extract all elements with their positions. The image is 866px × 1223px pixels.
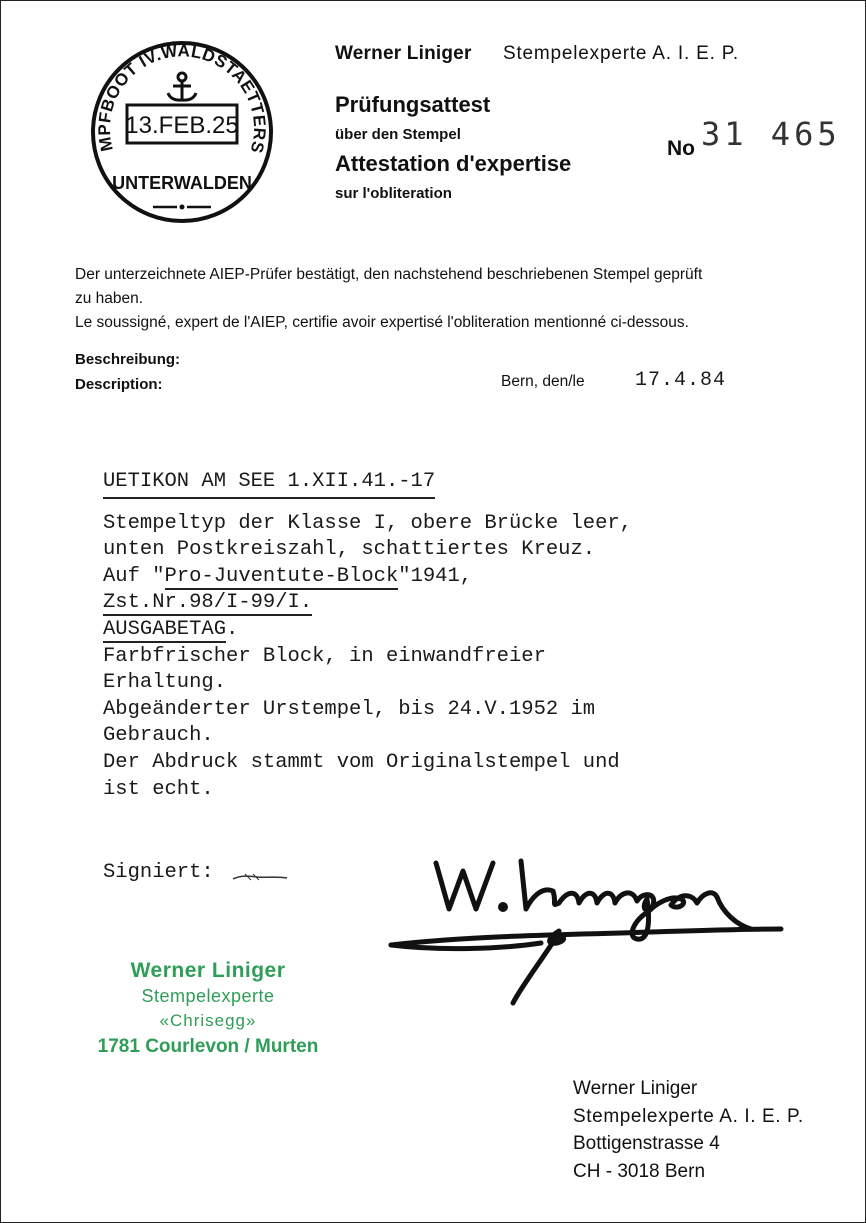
handwritten-signature [381,841,801,1021]
green-stamp-house: «Chrisegg» [159,1011,257,1030]
postmark-date: 13.FEB.25 [125,112,239,139]
green-stamp-place: 1781 Courlevon / Murten [97,1036,319,1057]
intro-text [75,263,835,335]
description-line [103,617,803,644]
anchor-icon [168,73,196,100]
expert-role: Stempelexperte A. I. E. P. [503,43,739,64]
line3-suffix: "1941, [398,564,473,588]
certificate-number: 31 465 [701,115,841,153]
postmark-ornament [153,205,211,210]
small-signature-mark [231,867,291,885]
green-stamp-role: Stempelexperte [141,986,275,1006]
description-label-french: Description: [75,376,163,393]
description-line: Erhaltung. [103,671,227,695]
subtitle-german: über den Stempel [335,126,461,143]
certificate-number-label: No [667,137,695,160]
expert-name: Werner Liniger [335,43,472,64]
description-line: Abgeänderter Urstempel, bis 24.V.1952 im [103,697,596,721]
address-street: Bottigenstrasse 4 [573,1133,720,1154]
green-address-stamp [93,959,323,1058]
title-german: Prüfungsattest [335,92,491,117]
date-label: Bern, den/le [501,373,585,390]
catalogue-number: Zst.Nr.98/I-99/I. [103,591,313,615]
intro-german-line1: Der unterzeichnete AIEP-Prüfer bestätigt, den nachstehend beschriebenen Stempel geprüft [75,266,703,283]
description-line [103,590,803,617]
description-label-german: Beschreibung: [75,351,181,368]
signed-label: Signiert: [103,861,214,884]
postmark-graphic [87,37,277,227]
description-line: Gebrauch. [103,724,214,748]
description-line: Farbfrischer Block, in einwandfreier [103,644,546,668]
address-role: Stempelexperte A. I. E. P. [573,1105,804,1127]
green-stamp-name: Werner Liniger [130,959,286,982]
address-name: Werner Liniger [573,1078,698,1099]
line5-suffix: . [226,617,239,641]
description-line: Stempeltyp der Klasse I, obere Brücke leer, [103,511,632,535]
line5-underlined: AUSGABETAG [103,617,227,641]
typed-description [103,469,803,803]
description-heading: UETIKON AM SEE 1.XII.41.-17 [103,469,435,499]
subtitle-french: sur l'obliteration [335,185,452,202]
description-line: ist echt. [103,777,214,801]
title-french: Attestation d'expertise [335,151,572,176]
description-line: unten Postkreiszahl, schattiertes Kreuz. [103,538,596,562]
line3-underlined: Pro-Juventute-Block [164,564,399,588]
line3-prefix: Auf " [103,564,165,588]
description-line: Der Abdruck stammt vom Originalstempel und [103,750,620,774]
address-city: CH - 3018 Bern [573,1160,706,1182]
intro-french-line: Le soussigné, expert de l'AIEP, certifie avoir expertisé l'obliteration mentionné ci-dessous. [75,314,689,331]
date-value: 17.4.84 [635,369,727,392]
postmark-ring-text: MPFBOOT IV.WALDSTAETTERS [94,41,270,156]
intro-german-line2: zu haben. [75,290,144,307]
postmark-stamp [87,37,277,227]
description-line [103,564,803,591]
postmark-place: UNTERWALDEN [112,173,252,193]
expert-address [573,1075,804,1185]
